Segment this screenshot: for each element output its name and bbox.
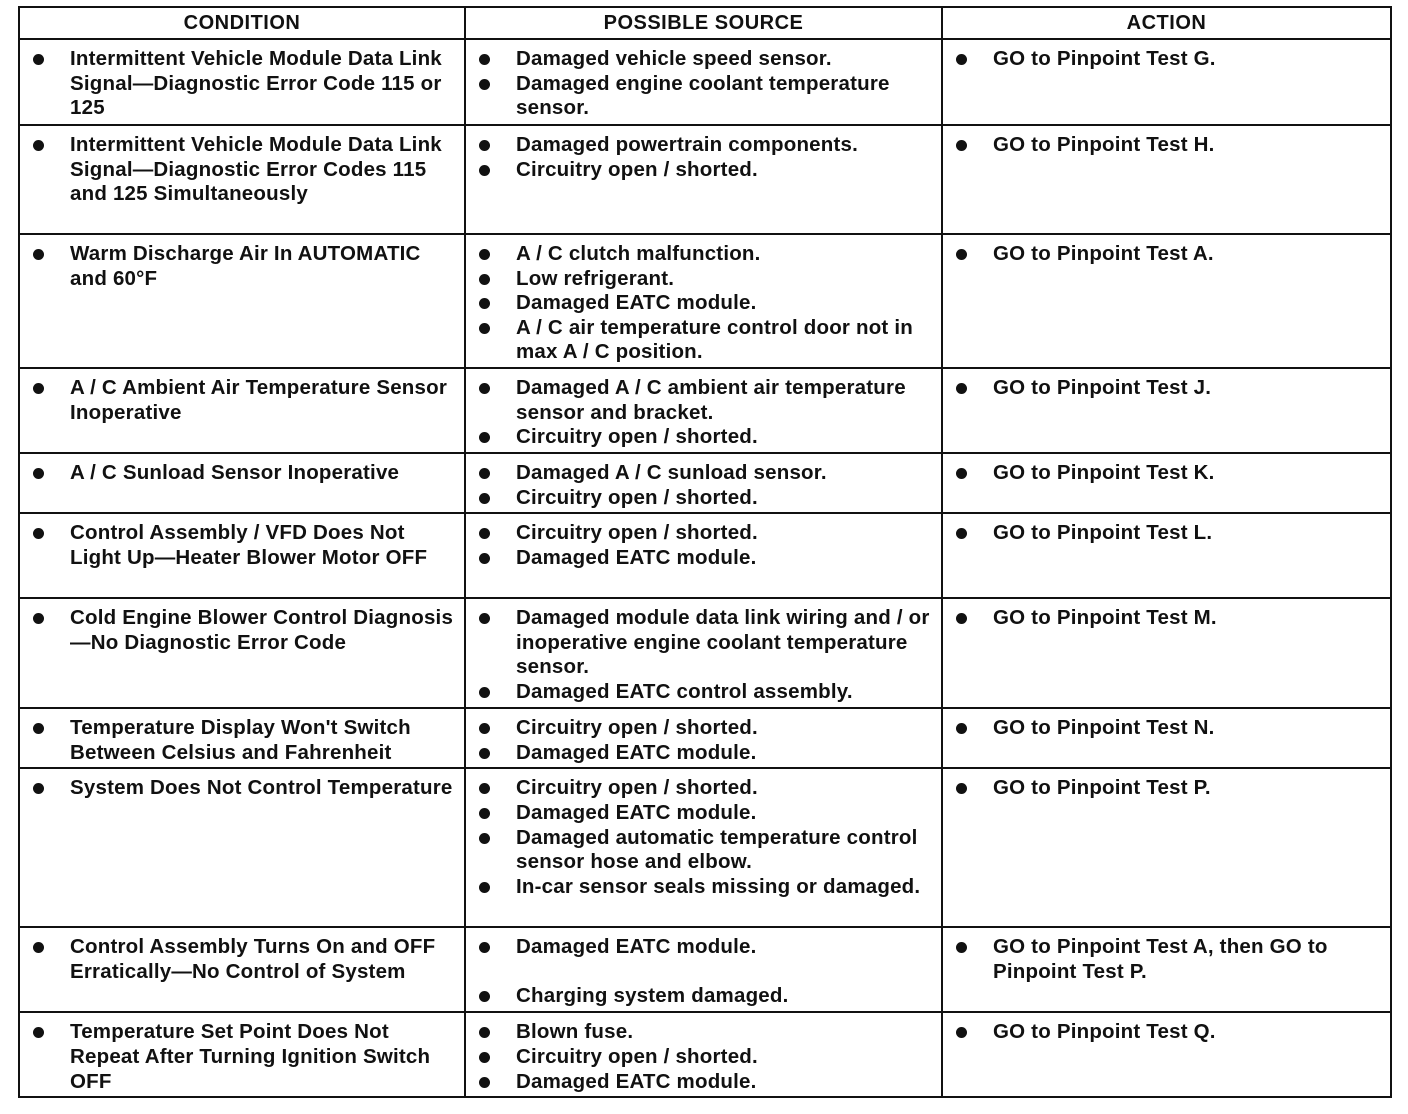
source-item: Damaged EATC module. — [476, 291, 935, 316]
source-cell — [465, 1012, 942, 1097]
action-cell — [942, 598, 1391, 708]
condition-cell — [19, 513, 465, 598]
diagnosis-table — [18, 6, 1392, 1098]
source-item: Circuitry open / shorted. — [476, 776, 935, 801]
table-row — [19, 927, 1391, 1012]
header-possible-source: POSSIBLE SOURCE — [465, 7, 942, 39]
source-item: Circuitry open / shorted. — [476, 158, 935, 183]
table-row — [19, 598, 1391, 708]
table-row — [19, 513, 1391, 598]
action-item: GO to Pinpoint Test Q. — [953, 1020, 1384, 1045]
action-item: GO to Pinpoint Test K. — [953, 461, 1384, 486]
condition-cell — [19, 234, 465, 368]
source-cell — [465, 513, 942, 598]
action-item: GO to Pinpoint Test M. — [953, 606, 1384, 631]
source-item: In-car sensor seals missing or damaged. — [476, 875, 935, 900]
condition-item: Cold Engine Blower Control Diagnosis—No Diagnostic Error Code — [30, 606, 458, 655]
source-item: Charging system damaged. — [476, 984, 935, 1009]
source-item: Circuitry open / shorted. — [476, 486, 935, 511]
action-cell — [942, 368, 1391, 453]
source-item: Damaged EATC module. — [476, 1070, 935, 1095]
source-item: Low refrigerant. — [476, 267, 935, 292]
source-item: Circuitry open / shorted. — [476, 521, 935, 546]
source-item: Damaged module data link wiring and / or inoperative engine coolant temperature sensor. — [476, 606, 935, 680]
source-item: Damaged A / C sunload sensor. — [476, 461, 935, 486]
condition-cell — [19, 768, 465, 927]
source-item: Damaged powertrain components. — [476, 133, 935, 158]
source-item: Damaged vehicle speed sensor. — [476, 47, 935, 72]
source-cell — [465, 453, 942, 513]
source-item: Damaged EATC module. — [476, 801, 935, 826]
source-item: Circuitry open / shorted. — [476, 1045, 935, 1070]
condition-cell — [19, 368, 465, 453]
source-cell — [465, 598, 942, 708]
action-cell — [942, 234, 1391, 368]
table-row — [19, 234, 1391, 368]
condition-item: Temperature Set Point Does Not Repeat After Turning Ignition Switch OFF — [30, 1020, 458, 1094]
table-row — [19, 1012, 1391, 1097]
table-row — [19, 39, 1391, 125]
source-cell — [465, 125, 942, 234]
header-row — [19, 7, 1391, 39]
action-item: GO to Pinpoint Test J. — [953, 376, 1384, 401]
action-cell — [942, 39, 1391, 125]
action-item: GO to Pinpoint Test A, then GO to Pinpoint Test P. — [953, 935, 1384, 984]
action-cell — [942, 125, 1391, 234]
table-row — [19, 368, 1391, 453]
action-cell — [942, 708, 1391, 768]
source-item: Damaged engine coolant temperature sensor. — [476, 72, 935, 121]
condition-item: Intermittent Vehicle Module Data Link Signal—Diagnostic Error Code 115 or 125 — [30, 47, 458, 121]
table-row — [19, 768, 1391, 927]
action-cell — [942, 513, 1391, 598]
source-item: A / C clutch malfunction. — [476, 242, 935, 267]
source-cell — [465, 768, 942, 927]
source-item: Damaged automatic temperature control sensor hose and elbow. — [476, 826, 935, 875]
source-cell — [465, 708, 942, 768]
condition-item: System Does Not Control Temperature — [30, 776, 458, 801]
action-item: GO to Pinpoint Test G. — [953, 47, 1384, 72]
condition-item: Warm Discharge Air In AUTOMATIC and 60°F — [30, 242, 458, 291]
source-cell — [465, 234, 942, 368]
condition-item: Control Assembly / VFD Does Not Light Up—Heater Blower Motor OFF — [30, 521, 458, 570]
action-item: GO to Pinpoint Test L. — [953, 521, 1384, 546]
source-cell — [465, 368, 942, 453]
condition-item: A / C Ambient Air Temperature Sensor Inoperative — [30, 376, 458, 425]
action-cell — [942, 1012, 1391, 1097]
source-item: Damaged A / C ambient air temperature sensor and bracket. — [476, 376, 935, 425]
source-item: A / C air temperature control door not in max A / C position. — [476, 316, 935, 365]
action-item: GO to Pinpoint Test N. — [953, 716, 1384, 741]
action-cell — [942, 927, 1391, 1012]
condition-cell — [19, 598, 465, 708]
table-row — [19, 453, 1391, 513]
table-row — [19, 125, 1391, 234]
action-cell — [942, 453, 1391, 513]
action-item: GO to Pinpoint Test P. — [953, 776, 1384, 801]
source-item: Damaged EATC module. — [476, 546, 935, 571]
condition-cell — [19, 708, 465, 768]
condition-item: Temperature Display Won't Switch Between Celsius and Fahrenheit — [30, 716, 458, 765]
source-item: Circuitry open / shorted. — [476, 425, 935, 450]
header-condition: CONDITION — [19, 7, 465, 39]
source-item: Blown fuse. — [476, 1020, 935, 1045]
source-item: Damaged EATC control assembly. — [476, 680, 935, 705]
action-item: GO to Pinpoint Test A. — [953, 242, 1384, 267]
condition-cell — [19, 453, 465, 513]
action-cell — [942, 768, 1391, 927]
condition-cell — [19, 927, 465, 1012]
condition-cell — [19, 1012, 465, 1097]
source-item: Damaged EATC module. — [476, 741, 935, 766]
condition-cell — [19, 39, 465, 125]
source-item: Damaged EATC module. — [476, 935, 935, 960]
condition-item: Intermittent Vehicle Module Data Link Signal—Diagnostic Error Codes 115 and 125 Simultaneously — [30, 133, 458, 207]
condition-item: A / C Sunload Sensor Inoperative — [30, 461, 458, 486]
header-action: ACTION — [942, 7, 1391, 39]
source-cell — [465, 39, 942, 125]
table-row — [19, 708, 1391, 768]
action-item: GO to Pinpoint Test H. — [953, 133, 1384, 158]
source-cell — [465, 927, 942, 1012]
source-item: Circuitry open / shorted. — [476, 716, 935, 741]
condition-cell — [19, 125, 465, 234]
condition-item: Control Assembly Turns On and OFF Erratically—No Control of System — [30, 935, 458, 984]
